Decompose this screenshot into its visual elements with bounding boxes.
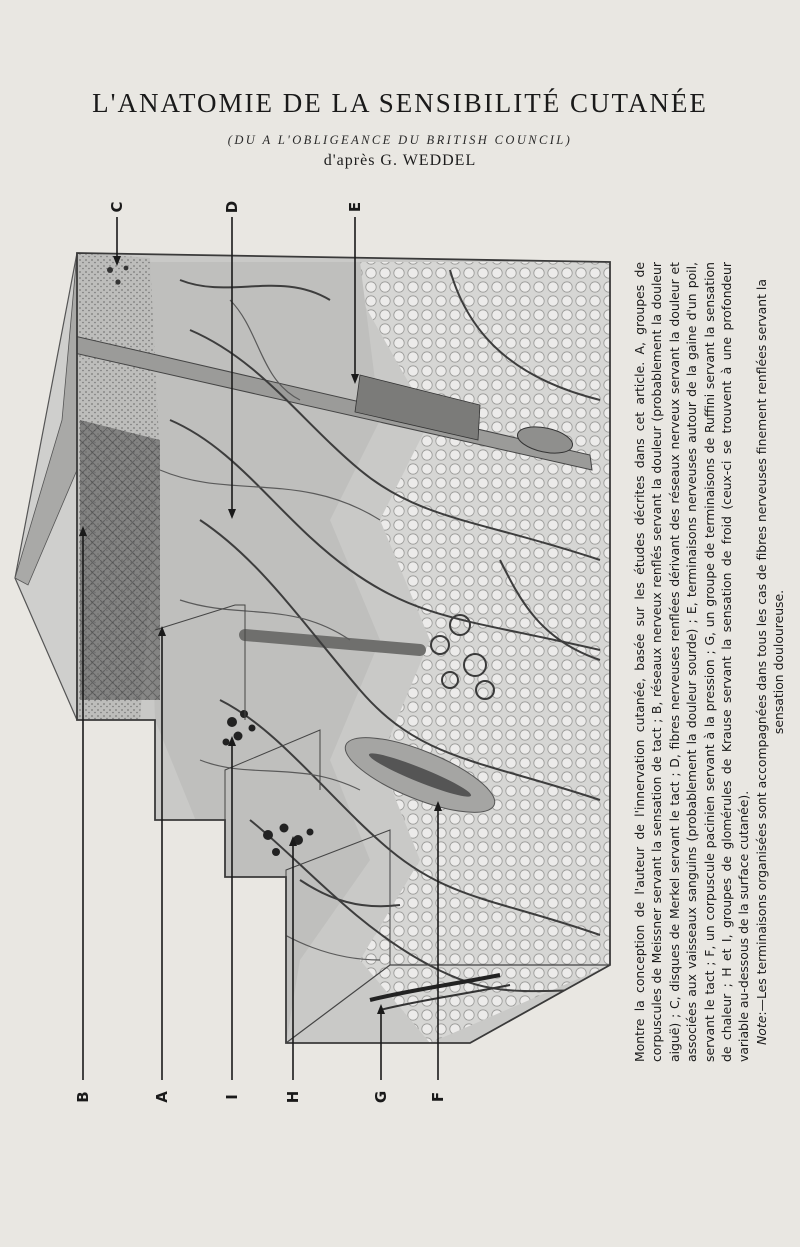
note-text: :—Les terminaisons organisées sont accompagnées dans tous les cas de fibres nerveuses finement renflées servant la sensation douloureuse.: [753, 279, 787, 1016]
page-title: L'ANATOMIE DE LA SENSIBILITÉ CUTANÉE: [92, 88, 708, 118]
author-byline: d'après G. WEDDEL: [323, 152, 477, 169]
caption-body: Montre la conception de l'auteur de l'innervation cutanée, basée sur les études décrites dans cet article. A, groupes de corpuscules de Meissner servant la sensation de tact ; B, réseaux nerveux renflés servant la douleur (probablement la douleur aiguë) ; C, disques de Merkel servant le tact ; D, fibres nerveuses renflées dérivant des réseaux nerveux servant la douleur et associées aux vaisseaux sanguins (probablement la douleur sourde) ; E, terminaisons nerveuses autour de la gaine d'un poil, servant le tact ; F, un corpuscule pacinien servant à la pression ; G, un groupe de terminaisons de Ruffini servant la sensation de chaleur ; H et I, groupes de glomérules de Krause servant la sensation de froid (ceux-ci se trouvent à une profondeur variable au-dessous de la surface cutanée).: [632, 262, 752, 1062]
label-g: G: [372, 1090, 390, 1104]
label-d: D: [223, 200, 241, 214]
note-label: Note: [753, 1015, 769, 1045]
label-c: C: [108, 201, 126, 213]
label-e: E: [346, 201, 364, 213]
label-h: H: [284, 1090, 302, 1104]
credit-subtitle: (DU A L'OBLIGEANCE DU BRITISH COUNCIL): [227, 133, 573, 147]
label-a: A: [153, 1091, 171, 1103]
caption-container: [631, 262, 787, 1062]
label-i: I: [223, 1094, 241, 1100]
label-b: B: [74, 1091, 92, 1103]
figure-caption: [631, 262, 787, 1062]
label-f: F: [429, 1091, 447, 1103]
caption-note: [753, 262, 788, 1062]
